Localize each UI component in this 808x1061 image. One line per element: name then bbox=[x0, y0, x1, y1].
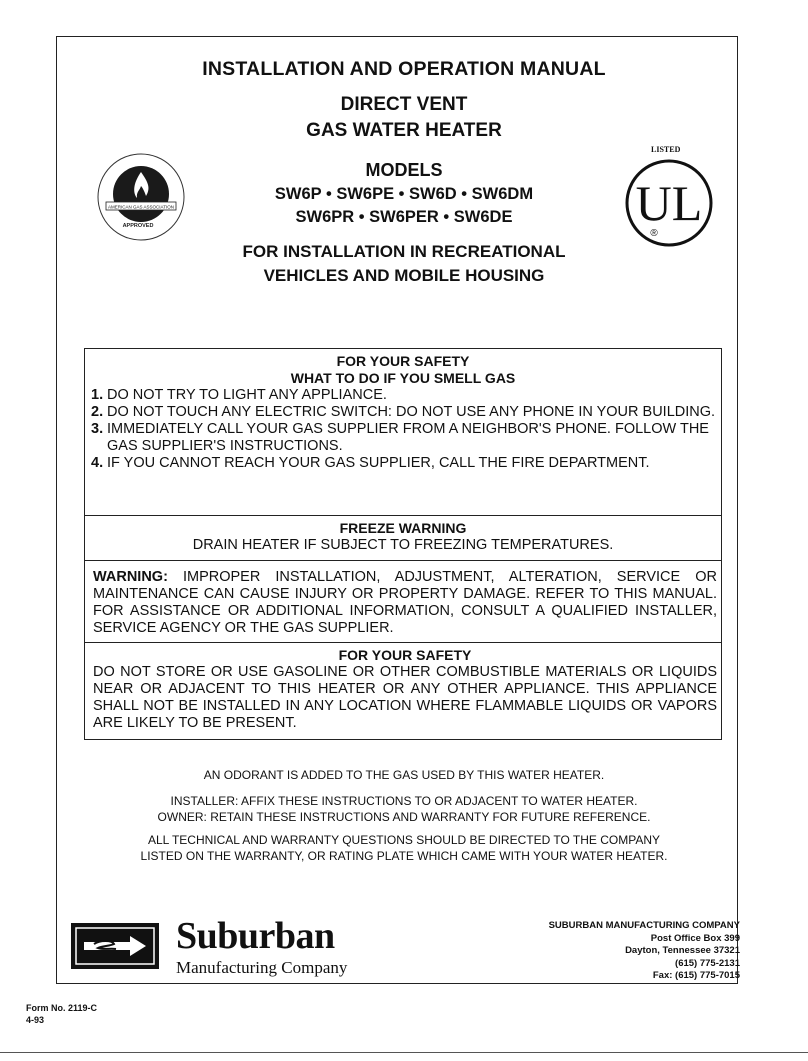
freeze-warning-section bbox=[85, 520, 721, 554]
divider bbox=[85, 515, 721, 516]
aga-approved-seal-icon bbox=[96, 152, 186, 242]
aga-approved-text: APPROVED bbox=[122, 223, 154, 229]
questions-notice-2: LISTED ON THE WARRANTY, OR RATING PLATE WHICH CAME WITH YOUR WATER HEATER. bbox=[140, 849, 668, 863]
ul-listed-mark-icon bbox=[624, 158, 714, 248]
freeze-warning-heading: FREEZE WARNING bbox=[339, 520, 467, 536]
list-item: 3. IMMEDIATELY CALL YOUR GAS SUPPLIER FROM A NEIGHBOR'S PHONE. FOLLOW THE GAS SUPPLIER'S INSTRUCTIONS. bbox=[91, 421, 709, 454]
form-number-block bbox=[26, 1002, 97, 1026]
brand-name: Suburban bbox=[176, 915, 335, 957]
divider bbox=[85, 560, 721, 561]
purpose-line-2: VEHICLES AND MOBILE HOUSING bbox=[263, 266, 545, 285]
odorant-notice: AN ODORANT IS ADDED TO THE GAS USED BY THIS WATER HEATER. bbox=[203, 768, 605, 782]
gas-safety-list bbox=[85, 387, 721, 472]
company-address bbox=[500, 920, 740, 983]
purpose-line-1: FOR INSTALLATION IN RECREATIONAL bbox=[242, 242, 566, 261]
questions-notice-1: ALL TECHNICAL AND WARRANTY QUESTIONS SHOULD BE DIRECTED TO THE COMPANY bbox=[147, 833, 661, 847]
ul-listed-label: LISTED bbox=[651, 145, 681, 154]
product-line-2: GAS WATER HEATER bbox=[306, 120, 502, 141]
ul-mark-text: UL bbox=[635, 175, 703, 231]
gas-safety-heading-2: WHAT TO DO IF YOU SMELL GAS bbox=[290, 370, 516, 386]
form-date: 4-93 bbox=[26, 1015, 45, 1025]
company-city: Dayton, Tennessee 37321 bbox=[625, 945, 740, 956]
divider bbox=[85, 642, 721, 643]
suburban-logo-icon bbox=[70, 922, 160, 970]
aga-band-text: AMERICAN GAS ASSOCIATION bbox=[108, 204, 174, 210]
scan-edge-line bbox=[0, 1052, 808, 1053]
gas-safety-section bbox=[85, 353, 721, 472]
storage-safety-heading: FOR YOUR SAFETY bbox=[338, 647, 472, 663]
company-po-box: Post Office Box 399 bbox=[650, 932, 740, 944]
company-name: SUBURBAN MANUFACTURING COMPANY bbox=[548, 920, 740, 931]
list-item: 2. DO NOT TOUCH ANY ELECTRIC SWITCH: DO NOT USE ANY PHONE IN YOUR BUILDING. bbox=[91, 404, 716, 420]
warning-label: WARNING: bbox=[93, 569, 168, 585]
owner-notice: OWNER: RETAIN THESE INSTRUCTIONS AND WARRANTY FOR FUTURE REFERENCE. bbox=[157, 810, 651, 824]
models-line-1: SW6P • SW6PE • SW6D • SW6DM bbox=[274, 185, 534, 203]
list-item: 1. DO NOT TRY TO LIGHT ANY APPLIANCE. bbox=[91, 387, 387, 403]
product-line-1: DIRECT VENT bbox=[340, 94, 468, 115]
storage-safety-text: DO NOT STORE OR USE GASOLINE OR OTHER COMBUSTIBLE MATERIALS OR LIQUIDS NEAR OR ADJACENT TO THIS HEATER OR ANY OTHER APPLIANCE. THIS APPLIANCE SHALL NOT BE INSTALLED IN ANY LOCATION WHERE FLAMMABLE LIQUIDS OR VAPORS ARE LIKELY TO BE PRESENT. bbox=[93, 664, 717, 731]
installer-notice: INSTALLER: AFFIX THESE INSTRUCTIONS TO OR ADJACENT TO WATER HEATER. bbox=[170, 794, 638, 808]
form-number: Form No. 2119-C bbox=[26, 1003, 98, 1013]
models-line-2: SW6PR • SW6PER • SW6DE bbox=[295, 208, 513, 226]
warning-section bbox=[85, 569, 721, 637]
brand-subtitle: Manufacturing Company bbox=[176, 958, 348, 977]
gas-safety-heading-1: FOR YOUR SAFETY bbox=[336, 353, 470, 369]
ul-registered-mark: ® bbox=[650, 228, 658, 239]
storage-safety-section bbox=[85, 647, 721, 732]
company-phone: (615) 775-2131 bbox=[675, 957, 740, 969]
list-item: 4. IF YOU CANNOT REACH YOUR GAS SUPPLIER, CALL THE FIRE DEPARTMENT. bbox=[91, 455, 650, 471]
company-fax: Fax: (615) 775-7015 bbox=[652, 970, 740, 981]
warning-text: IMPROPER INSTALLATION, ADJUSTMENT, ALTERATION, SERVICE OR MAINTENANCE CAN CAUSE INJURY OR PROPERTY DAMAGE. REFER TO THIS MANUAL. FOR ASSISTANCE OR ADDITIONAL INFORMATION, CONSULT A QUALIFIED INSTALLER, SERVICE AGENCY OR THE GAS SUPPLIER. bbox=[93, 569, 717, 636]
models-label: MODELS bbox=[365, 160, 443, 180]
safety-notice-box bbox=[84, 348, 722, 740]
manual-title: INSTALLATION AND OPERATION MANUAL bbox=[202, 58, 606, 80]
freeze-warning-text: DRAIN HEATER IF SUBJECT TO FREEZING TEMPERATURES. bbox=[192, 537, 614, 553]
